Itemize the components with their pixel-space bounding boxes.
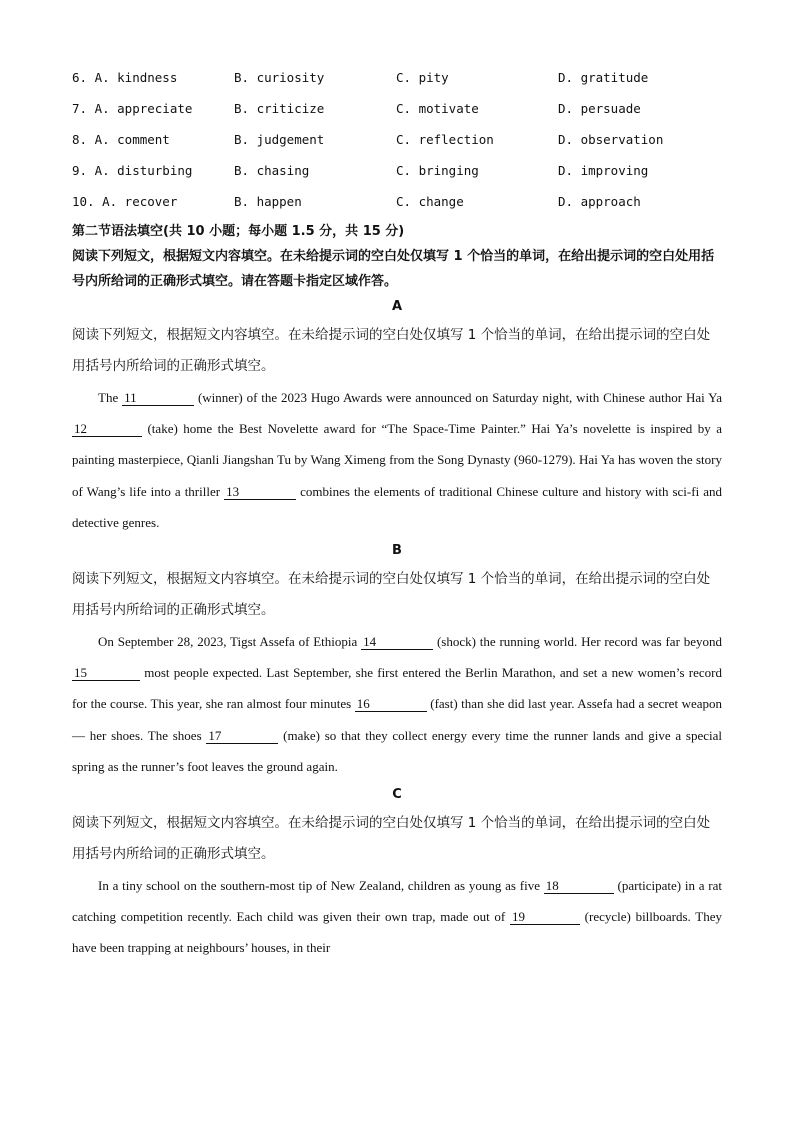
option-a: 8. A. comment: [72, 132, 170, 147]
option-row-8: [72, 124, 722, 155]
blank-17[interactable]: 17: [206, 728, 278, 744]
option-b: B. criticize: [234, 101, 325, 116]
passage-text: (fast) than she did last year. Assefa had a secret weapon — her shoes. The shoes: [72, 696, 722, 743]
option-c: C. change: [396, 194, 464, 209]
passage-text: (shock) the running world. Her record was far beyond: [433, 634, 723, 650]
option-b: B. judgement: [234, 132, 325, 147]
option-c: C. reflection: [396, 132, 494, 147]
option-b: B. chasing: [234, 163, 310, 178]
option-a: 7. A. appreciate: [72, 101, 193, 116]
option-c: C. motivate: [396, 101, 479, 116]
passage-text: combines the elements of traditional Chinese culture and history with sci-fi and detective genres.: [72, 483, 722, 530]
section-instruction: 阅读下列短文，根据短文内容填空。在未给提示词的空白处仅填写 1 个恰当的单词，在给出提示词的空白处用括号内所给词的正确形式填空。请在答题卡指定区域作答。: [72, 249, 715, 289]
option-c: C. bringing: [396, 163, 479, 178]
option-d: D. persuade: [558, 101, 641, 116]
options-list: [72, 62, 722, 217]
passage-text: On September 28, 2023, Tigst Assefa of Ethiopia: [98, 634, 362, 650]
option-a: 9. A. disturbing: [72, 163, 193, 178]
blank-18[interactable]: 18: [544, 878, 614, 894]
option-row-10: [72, 186, 722, 217]
blank-14[interactable]: 14: [361, 634, 433, 650]
passage-text: (winner) of the 2023 Hugo Awards were announced on Saturday night, with Chinese author Hai Ya: [194, 390, 723, 405]
passage-b: [72, 626, 722, 782]
blank-15[interactable]: 15: [72, 665, 140, 681]
passage-c-instruction: 阅读下列短文，根据短文内容填空。在未给提示词的空白处仅填写 1 个恰当的单词，在给出提示词的空白处用括号内所给词的正确形式填空。: [72, 815, 711, 863]
passage-a-instruction: 阅读下列短文，根据短文内容填空。在未给提示词的空白处仅填写 1 个恰当的单词，在给出提示词的空白处用括号内所给词的正确形式填空。: [72, 327, 711, 374]
option-row-6: [72, 62, 722, 93]
option-a: 10. A. recover: [72, 194, 178, 209]
option-row-9: [72, 155, 722, 186]
blank-12[interactable]: 12: [72, 421, 142, 437]
exam-page: [72, 62, 722, 964]
passage-c: [72, 870, 722, 964]
option-d: D. improving: [558, 163, 649, 178]
passage-text: The: [98, 390, 123, 405]
blank-11[interactable]: 11: [122, 390, 194, 406]
passage-a: [72, 382, 722, 538]
passage-b-instruction: 阅读下列短文，根据短文内容填空。在未给提示词的空白处仅填写 1 个恰当的单词，在给出提示词的空白处用括号内所给词的正确形式填空。: [72, 571, 711, 619]
option-b: B. happen: [234, 194, 302, 209]
blank-16[interactable]: 16: [355, 696, 427, 712]
passage-text: (recycle) billboards. They have been trapping at neighbours’ houses, in their: [72, 909, 722, 956]
option-d: D. approach: [558, 194, 641, 209]
blank-19[interactable]: 19: [510, 909, 580, 925]
passage-letter-b: B: [392, 543, 402, 559]
option-b: B. curiosity: [234, 70, 325, 85]
passage-text: (participate) in a rat catching competition recently. Each child was given their own trap, made out of: [72, 878, 723, 925]
passage-text: (make) so that they collect energy every time the runner lands and give a special spring as the runner’s foot leaves the ground again.: [72, 727, 722, 774]
option-c: C. pity: [396, 70, 449, 85]
option-row-7: [72, 93, 722, 124]
option-d: D. observation: [558, 132, 664, 147]
passage-letter-c: C: [392, 787, 402, 803]
blank-13[interactable]: 13: [224, 484, 296, 500]
option-a: 6. A. kindness: [72, 70, 178, 85]
passage-letter-a: A: [391, 299, 403, 314]
section-title: 第二节语法填空(共 10 小题；每小题 1.5 分，共 15 分): [72, 224, 405, 239]
option-d: D. gratitude: [558, 70, 649, 85]
passage-text: (take) home the Best Novelette award for “The Space-Time Painter.” Hai Ya’s novelette is inspired by a painting masterpiece, Qianli Jiangshan Tu by Wang Ximeng from the Song Dynasty (960-1279). Hai Ya has woven the story of Wang’s life into a thriller: [72, 421, 722, 499]
passage-text: most people expected. Last September, she first entered the Berlin Marathon, and set a new women’s record for the course. This year, she ran almost four minutes: [72, 665, 722, 712]
passage-text: In a tiny school on the southern-most tip of New Zealand, children as young as five: [98, 878, 544, 894]
